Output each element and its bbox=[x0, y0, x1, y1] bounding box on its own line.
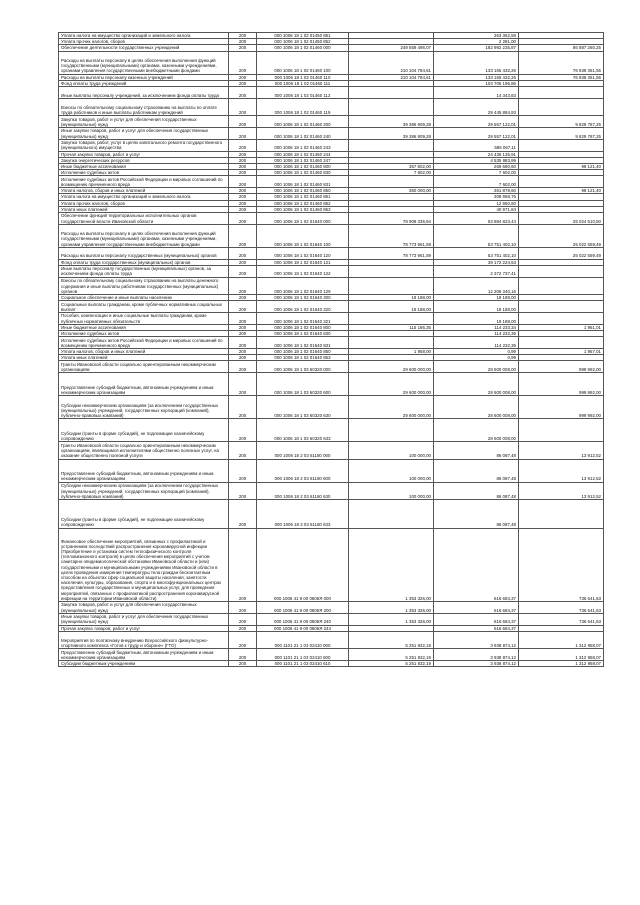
row-code-cell: 200 bbox=[229, 660, 257, 666]
row-executed-cell: 28 600 008,00 bbox=[434, 396, 519, 419]
row-classification-cell: 000 1006 18 1 02 01640 831 bbox=[257, 337, 349, 349]
row-code-cell: 200 bbox=[229, 164, 257, 170]
row-approved-cell: 100 000,00 bbox=[349, 442, 434, 459]
row-approved-cell: 100 000,00 bbox=[349, 459, 434, 482]
row-unexecuted-cell bbox=[519, 419, 604, 442]
table-row bbox=[59, 277, 604, 294]
row-classification-cell: 000 1101 21 1 03 02410 000 bbox=[257, 631, 349, 648]
row-executed-cell: 114 232,35 bbox=[434, 337, 519, 349]
row-executed-cell: 28 600 008,00 bbox=[434, 373, 519, 396]
row-name-cell: Субсидии некоммерческим организациям (за исключением государственных (муниципальных) учреждений, государственных корпораций (компаний), публично-правовых компаний) bbox=[59, 482, 229, 499]
row-code-cell: 200 bbox=[229, 631, 257, 648]
row-approved-cell: 29 600 000,00 bbox=[349, 396, 434, 419]
row-code-cell: 200 bbox=[229, 33, 257, 39]
row-unexecuted-cell: 999 992,00 bbox=[519, 361, 604, 373]
row-classification-cell: 000 1006 18 1 02 01640 300 bbox=[257, 295, 349, 301]
row-classification-cell: 000 1006 18 1 02 01460 112 bbox=[257, 87, 349, 99]
row-code-cell: 200 bbox=[229, 649, 257, 661]
row-code-cell: 200 bbox=[229, 224, 257, 247]
table-row bbox=[59, 213, 604, 225]
row-classification-cell: 000 1006 18 2 03 61180 630 bbox=[257, 482, 349, 499]
row-name-cell: Исполнение судебных актов Российской Федерации и мировых соглашений по возмещению причиненного вреда bbox=[59, 176, 229, 188]
row-unexecuted-cell bbox=[519, 337, 604, 349]
row-code-cell: 200 bbox=[229, 331, 257, 337]
row-classification-cell: 000 1006 18 1 02 01640 320 bbox=[257, 301, 349, 313]
row-unexecuted-cell: 98 121,40 bbox=[519, 164, 604, 170]
row-classification-cell: 000 1006 18 1 02 01460 240 bbox=[257, 128, 349, 140]
row-approved-cell: 39 386 909,28 bbox=[349, 116, 434, 128]
row-approved-cell bbox=[349, 419, 434, 442]
row-name-cell: Мероприятия по поэтапному внедрению Всероссийского физкультурно-спортивного комплекса «Готов к труду и обороне» (ГТО) bbox=[59, 631, 229, 648]
row-classification-cell: 000 1006 18 2 03 61180 000 bbox=[257, 442, 349, 459]
row-name-cell: Прочая закупка товаров, работ и услуг bbox=[59, 625, 229, 631]
row-name-cell: Субсидии (гранты в форме субсидий), не подлежащие казначейскому сопровождению bbox=[59, 419, 229, 442]
table-row bbox=[59, 116, 604, 128]
row-executed-cell: 29 445 894,93 bbox=[434, 98, 519, 115]
row-unexecuted-cell: 25 022 559,49 bbox=[519, 247, 604, 259]
row-classification-cell: 000 1006 18 1 02 01460 247 bbox=[257, 157, 349, 163]
row-code-cell: 200 bbox=[229, 194, 257, 200]
row-approved-cell: 210 104 784,61 bbox=[349, 51, 434, 74]
row-classification-cell: 000 1006 18 1 02 01460 100 bbox=[257, 51, 349, 74]
row-executed-cell: 616 684,37 bbox=[434, 601, 519, 613]
row-approved-cell bbox=[349, 87, 434, 99]
row-approved-cell: 29 600 000,00 bbox=[349, 373, 434, 396]
row-code-cell: 200 bbox=[229, 80, 257, 86]
row-code-cell: 200 bbox=[229, 188, 257, 194]
row-code-cell: 200 bbox=[229, 265, 257, 277]
row-code-cell: 200 bbox=[229, 499, 257, 528]
table-row bbox=[59, 442, 604, 459]
row-executed-cell: 53 751 402,10 bbox=[434, 224, 519, 247]
row-executed-cell: 133 165 432,26 bbox=[434, 51, 519, 74]
table-row bbox=[59, 301, 604, 313]
row-approved-cell bbox=[349, 313, 434, 325]
row-executed-cell: 114 232,35 bbox=[434, 331, 519, 337]
row-unexecuted-cell: 76 939 351,55 bbox=[519, 51, 604, 74]
table-row bbox=[59, 396, 604, 419]
row-approved-cell: 78 908 335,94 bbox=[349, 213, 434, 225]
row-approved-cell bbox=[349, 176, 434, 188]
row-classification-cell: 000 1006 18 1 02 01460 110 bbox=[257, 74, 349, 80]
row-executed-cell: 19 188,00 bbox=[434, 301, 519, 313]
row-executed-cell: 261 878,60 bbox=[434, 188, 519, 194]
row-executed-cell: 86 087,48 bbox=[434, 459, 519, 482]
row-unexecuted-cell bbox=[519, 301, 604, 313]
row-classification-cell: 000 1006 18 1 02 01450 852 bbox=[257, 39, 349, 45]
row-code-cell: 200 bbox=[229, 313, 257, 325]
row-classification-cell: 000 1006 18 1 02 01640 830 bbox=[257, 331, 349, 337]
row-code-cell: 200 bbox=[229, 482, 257, 499]
row-code-cell: 200 bbox=[229, 459, 257, 482]
row-name-cell: Субсидии (гранты в форме субсидий), не подлежащие казначейскому сопровождению bbox=[59, 499, 229, 528]
row-approved-cell bbox=[349, 277, 434, 294]
row-code-cell: 200 bbox=[229, 151, 257, 157]
row-unexecuted-cell: 736 641,63 bbox=[519, 613, 604, 625]
row-classification-cell: 000 1006 18 1 02 01640 000 bbox=[257, 213, 349, 225]
row-executed-cell: 114 233,34 bbox=[434, 324, 519, 330]
row-executed-cell: 40 971,84 bbox=[434, 206, 519, 212]
row-name-cell: Взносы по обязательному социальному страхованию на выплаты по оплате труда работников и иные выплаты работникам учреждений bbox=[59, 98, 229, 115]
row-unexecuted-cell bbox=[519, 277, 604, 294]
row-executed-cell: 28 600 008,00 bbox=[434, 361, 519, 373]
row-code-cell: 200 bbox=[229, 247, 257, 259]
row-executed-cell: 3 938 874,12 bbox=[434, 660, 519, 666]
row-code-cell: 200 bbox=[229, 259, 257, 265]
row-name-cell: Фонд оплаты труда государственных (муниципальных) органов bbox=[59, 259, 229, 265]
row-code-cell: 200 bbox=[229, 442, 257, 459]
row-executed-cell: 14 343,83 bbox=[434, 87, 519, 99]
row-executed-cell: 2 281,00 bbox=[434, 39, 519, 45]
row-approved-cell: 367 802,00 bbox=[349, 164, 434, 170]
row-code-cell: 200 bbox=[229, 396, 257, 419]
table-row bbox=[59, 361, 604, 373]
row-name-cell: Пособия, компенсации и иные социальные выплаты гражданам, кроме публичных нормативных обязательств bbox=[59, 313, 229, 325]
row-name-cell: Исполнение судебных актов bbox=[59, 170, 229, 176]
row-classification-cell: 000 1006 18 1 02 01460 830 bbox=[257, 170, 349, 176]
row-executed-cell: 3 938 874,12 bbox=[434, 631, 519, 648]
row-name-cell: Иные бюджетные ассигнования bbox=[59, 324, 229, 330]
row-name-cell: Уплата налога на имущество организаций и земельного налога bbox=[59, 33, 229, 39]
row-name-cell: Иные закупки товаров, работ и услуг для обеспечения государственных (муниципальных) нужд bbox=[59, 613, 229, 625]
row-code-cell: 200 bbox=[229, 337, 257, 349]
row-approved-cell bbox=[349, 139, 434, 151]
row-executed-cell: 616 684,37 bbox=[434, 528, 519, 601]
row-unexecuted-cell: 1 312 958,07 bbox=[519, 649, 604, 661]
row-classification-cell: 000 1006 18 1 02 01460 243 bbox=[257, 139, 349, 151]
row-executed-cell: 28 600 008,00 bbox=[434, 419, 519, 442]
table-row bbox=[59, 660, 604, 666]
table-row bbox=[59, 649, 604, 661]
table-row bbox=[59, 499, 604, 528]
row-name-cell: Предоставление субсидий бюджетным, автономным учреждениям и иным некоммерческим организациям bbox=[59, 459, 229, 482]
row-code-cell: 200 bbox=[229, 277, 257, 294]
table-row bbox=[59, 482, 604, 499]
row-name-cell: Социальные выплаты гражданам, кроме публичных нормативных социальных выплат bbox=[59, 301, 229, 313]
row-name-cell: Гранты Ивановской области социально ориентированным некоммерческим организациям, являющимся исполнителями общественно полезных услуг, на оказание общественно полезной услуги bbox=[59, 442, 229, 459]
row-executed-cell: 12 206 340,16 bbox=[434, 277, 519, 294]
row-classification-cell: 000 1006 18 1 03 60320 630 bbox=[257, 396, 349, 419]
row-executed-cell: 29 557 122,01 bbox=[434, 116, 519, 128]
table-row bbox=[59, 265, 604, 277]
row-code-cell: 200 bbox=[229, 170, 257, 176]
row-code-cell: 200 bbox=[229, 139, 257, 151]
row-executed-cell: 269 680,60 bbox=[434, 164, 519, 170]
row-classification-cell: 000 1006 18 1 02 01460 200 bbox=[257, 116, 349, 128]
row-name-cell: Закупка энергетических ресурсов bbox=[59, 157, 229, 163]
row-classification-cell: 000 1006 18 1 02 01640 121 bbox=[257, 259, 349, 265]
table-row bbox=[59, 528, 604, 601]
table-row bbox=[59, 373, 604, 396]
row-code-cell: 200 bbox=[229, 361, 257, 373]
row-executed-cell: 2 372 737,41 bbox=[434, 265, 519, 277]
row-executed-cell: 103 705 196,86 bbox=[434, 80, 519, 86]
row-unexecuted-cell: 25 022 559,49 bbox=[519, 224, 604, 247]
row-code-cell: 200 bbox=[229, 157, 257, 163]
row-approved-cell: 39 386 909,28 bbox=[349, 128, 434, 140]
row-classification-cell: 000 1006 18 1 02 01460 831 bbox=[257, 176, 349, 188]
row-executed-cell: 39 172 224,53 bbox=[434, 259, 519, 265]
row-approved-cell: 5 251 832,19 bbox=[349, 631, 434, 648]
row-name-cell: Гранты Ивановской области социально ориентированным некоммерческим организациям bbox=[59, 361, 229, 373]
row-name-cell: Предоставление субсидий бюджетным, автономным учреждениям и иным некоммерческим организациям bbox=[59, 373, 229, 396]
row-approved-cell: 100 000,00 bbox=[349, 482, 434, 499]
table-row bbox=[59, 247, 604, 259]
row-code-cell: 200 bbox=[229, 51, 257, 74]
row-classification-cell: 000 1006 18 2 03 61180 633 bbox=[257, 499, 349, 528]
row-name-cell: Взносы по обязательному социальному страхованию на выплаты денежного содержания и иные выплаты работникам государственных (муниципальных) органов bbox=[59, 277, 229, 294]
row-name-cell: Уплата прочих налогов, сборов bbox=[59, 200, 229, 206]
table-row bbox=[59, 176, 604, 188]
row-code-cell: 200 bbox=[229, 206, 257, 212]
row-executed-cell: 7 602,00 bbox=[434, 170, 519, 176]
row-classification-cell: 000 1101 21 1 03 02410 610 bbox=[257, 660, 349, 666]
table-row bbox=[59, 613, 604, 625]
row-approved-cell bbox=[349, 265, 434, 277]
row-classification-cell: 000 1006 18 1 02 01640 129 bbox=[257, 277, 349, 294]
row-classification-cell: 000 1006 18 1 02 01450 851 bbox=[257, 33, 349, 39]
row-unexecuted-cell: 25 024 510,50 bbox=[519, 213, 604, 225]
row-unexecuted-cell bbox=[519, 98, 604, 115]
row-code-cell: 200 bbox=[229, 128, 257, 140]
row-code-cell: 200 bbox=[229, 45, 257, 51]
row-name-cell: Уплата налогов, сборов и иных платежей bbox=[59, 349, 229, 355]
row-unexecuted-cell bbox=[519, 139, 604, 151]
row-unexecuted-cell: 1 312 958,07 bbox=[519, 631, 604, 648]
row-executed-cell: 53 751 402,10 bbox=[434, 247, 519, 259]
row-executed-cell: 4 535 983,99 bbox=[434, 157, 519, 163]
row-name-cell: Иные закупки товаров, работ и услуг для обеспечения государственных (муниципальных) нужд bbox=[59, 128, 229, 140]
row-executed-cell: 616 684,37 bbox=[434, 625, 519, 631]
row-approved-cell: 115 186,35 bbox=[349, 324, 434, 330]
row-unexecuted-cell bbox=[519, 87, 604, 99]
row-unexecuted-cell: 86 887 260,25 bbox=[519, 45, 604, 51]
row-name-cell: Уплата налога на имущество организаций и земельного налога bbox=[59, 194, 229, 200]
row-executed-cell: 3 938 874,12 bbox=[434, 649, 519, 661]
row-unexecuted-cell: 1 957,01 bbox=[519, 349, 604, 355]
row-code-cell: 200 bbox=[229, 613, 257, 625]
row-executed-cell: 12 950,60 bbox=[434, 200, 519, 206]
row-unexecuted-cell bbox=[519, 499, 604, 528]
row-name-cell: Прочая закупка товаров, работ и услуг bbox=[59, 151, 229, 157]
row-name-cell: Расходы на выплаты персоналу государственных (муниципальных) органов bbox=[59, 247, 229, 259]
row-approved-cell: 360 000,00 bbox=[349, 188, 434, 194]
row-unexecuted-cell bbox=[519, 313, 604, 325]
row-approved-cell: 1 353 326,00 bbox=[349, 528, 434, 601]
row-executed-cell: 616 684,37 bbox=[434, 613, 519, 625]
row-code-cell: 200 bbox=[229, 74, 257, 80]
row-unexecuted-cell: 9 829 787,25 bbox=[519, 116, 604, 128]
row-name-cell: Исполнение судебных актов Российской Федерации и мировых соглашений по возмещению причиненного вреда bbox=[59, 337, 229, 349]
row-code-cell: 200 bbox=[229, 349, 257, 355]
row-classification-cell: 000 1006 18 1 02 01640 850 bbox=[257, 349, 349, 355]
table-row bbox=[59, 98, 604, 115]
row-unexecuted-cell bbox=[519, 265, 604, 277]
row-executed-cell: 182 992 235,87 bbox=[434, 45, 519, 51]
row-classification-cell: 000 1006 18 1 02 01640 120 bbox=[257, 247, 349, 259]
row-name-cell: Социальное обеспечение и иные выплаты населению bbox=[59, 295, 229, 301]
row-unexecuted-cell: 13 912,52 bbox=[519, 459, 604, 482]
row-code-cell: 200 bbox=[229, 625, 257, 631]
row-code-cell: 200 bbox=[229, 373, 257, 396]
row-classification-cell: 000 1006 18 1 02 01460 851 bbox=[257, 194, 349, 200]
row-name-cell: Фонд оплаты труда учреждений bbox=[59, 80, 229, 86]
row-classification-cell: 000 1006 18 1 03 60320 600 bbox=[257, 373, 349, 396]
row-approved-cell: 5 251 832,19 bbox=[349, 660, 434, 666]
row-code-cell: 200 bbox=[229, 213, 257, 225]
row-classification-cell: 000 1006 18 1 02 01460 800 bbox=[257, 164, 349, 170]
table-row bbox=[59, 459, 604, 482]
row-name-cell: Обеспечение функций территориальных исполнительных органов государственной власти Ивановской области bbox=[59, 213, 229, 225]
table-row bbox=[59, 337, 604, 349]
row-classification-cell: 000 1006 18 1 02 01460 000 bbox=[257, 45, 349, 51]
row-approved-cell: 5 251 832,19 bbox=[349, 649, 434, 661]
row-executed-cell: 7 602,00 bbox=[434, 176, 519, 188]
row-executed-cell: 585 067,11 bbox=[434, 139, 519, 151]
row-code-cell: 200 bbox=[229, 87, 257, 99]
row-classification-cell: 000 1006 18 1 03 60320 633 bbox=[257, 419, 349, 442]
table-row bbox=[59, 128, 604, 140]
row-code-cell: 200 bbox=[229, 355, 257, 361]
row-executed-cell: 86 087,48 bbox=[434, 499, 519, 528]
row-classification-cell: 000 1006 18 2 03 61180 600 bbox=[257, 459, 349, 482]
row-unexecuted-cell: 13 912,52 bbox=[519, 442, 604, 459]
row-unexecuted-cell: 999 992,00 bbox=[519, 396, 604, 419]
row-name-cell: Обеспечение деятельности государственных учреждений bbox=[59, 45, 229, 51]
row-classification-cell: 000 1006 41 9 00 0806Я 240 bbox=[257, 613, 349, 625]
row-name-cell: Уплата иных платежей bbox=[59, 355, 229, 361]
row-classification-cell: 000 1006 41 9 00 0806Я 000 bbox=[257, 528, 349, 601]
row-name-cell: Иные выплаты персоналу государственных (муниципальных) органов, за исключением фонда оплаты труда bbox=[59, 265, 229, 277]
row-approved-cell: 78 773 961,59 bbox=[349, 247, 434, 259]
row-executed-cell: 19 188,00 bbox=[434, 313, 519, 325]
table-row bbox=[59, 139, 604, 151]
row-approved-cell: 1 353 326,00 bbox=[349, 613, 434, 625]
row-classification-cell: 000 1006 41 9 00 0806Я 244 bbox=[257, 625, 349, 631]
row-executed-cell: 86 087,48 bbox=[434, 482, 519, 499]
row-executed-cell: 24 436 135,91 bbox=[434, 151, 519, 157]
row-code-cell: 200 bbox=[229, 98, 257, 115]
row-unexecuted-cell bbox=[519, 176, 604, 188]
row-unexecuted-cell: 1 951,01 bbox=[519, 324, 604, 330]
row-name-cell: Исполнение судебных актов bbox=[59, 331, 229, 337]
row-classification-cell: 000 1006 18 1 02 01460 850 bbox=[257, 188, 349, 194]
row-code-cell: 200 bbox=[229, 116, 257, 128]
table-row bbox=[59, 87, 604, 99]
row-name-cell: Субсидии некоммерческим организациям (за исключением государственных (муниципальных) учреждений, государственных корпораций (компаний), публично-правовых компаний) bbox=[59, 396, 229, 419]
row-executed-cell: 263 362,58 bbox=[434, 33, 519, 39]
row-classification-cell: 000 1006 18 1 02 01640 100 bbox=[257, 224, 349, 247]
row-executed-cell: 208 958,76 bbox=[434, 194, 519, 200]
row-executed-cell: 133 165 432,26 bbox=[434, 74, 519, 80]
row-unexecuted-cell: 1 312 958,07 bbox=[519, 660, 604, 666]
table-row bbox=[59, 419, 604, 442]
row-name-cell: Закупка товаров, работ и услуг для обеспечения государственных (муниципальных) нужд bbox=[59, 116, 229, 128]
row-unexecuted-cell: 9 829 787,25 bbox=[519, 128, 604, 140]
table-row bbox=[59, 601, 604, 613]
row-name-cell: Субсидии бюджетным учреждениям bbox=[59, 660, 229, 666]
row-unexecuted-cell: 98 121,40 bbox=[519, 188, 604, 194]
row-code-cell: 200 bbox=[229, 200, 257, 206]
row-approved-cell: 210 104 784,61 bbox=[349, 74, 434, 80]
row-code-cell: 200 bbox=[229, 39, 257, 45]
row-name-cell: Предоставление субсидий бюджетным, автономным учреждениям и иным некоммерческим организациям bbox=[59, 649, 229, 661]
row-approved-cell: 78 773 961,59 bbox=[349, 224, 434, 247]
row-classification-cell: 000 1006 18 1 02 01460 244 bbox=[257, 151, 349, 157]
row-code-cell: 200 bbox=[229, 301, 257, 313]
row-approved-cell: 7 602,00 bbox=[349, 170, 434, 176]
row-unexecuted-cell: 76 939 351,55 bbox=[519, 74, 604, 80]
row-executed-cell: 53 884 823,44 bbox=[434, 213, 519, 225]
row-code-cell: 200 bbox=[229, 295, 257, 301]
table-row bbox=[59, 631, 604, 648]
row-approved-cell: 29 600 000,00 bbox=[349, 361, 434, 373]
row-classification-cell: 000 1006 41 9 00 0806Я 200 bbox=[257, 601, 349, 613]
row-code-cell: 200 bbox=[229, 176, 257, 188]
row-classification-cell: 000 1006 18 1 03 60320 000 bbox=[257, 361, 349, 373]
row-unexecuted-cell: 736 641,63 bbox=[519, 601, 604, 613]
row-classification-cell: 000 1006 18 1 02 01640 800 bbox=[257, 324, 349, 330]
row-name-cell: Уплата прочих налогов, сборов bbox=[59, 39, 229, 45]
table-row bbox=[59, 313, 604, 325]
row-unexecuted-cell: 999 992,00 bbox=[519, 373, 604, 396]
row-name-cell: Уплата иных платежей bbox=[59, 206, 229, 212]
row-approved-cell bbox=[349, 98, 434, 115]
row-name-cell: Расходы на выплаты персоналу в целях обеспечения выполнения функций государственными (муниципальными) органами, казенными учреждениями, органами управления государственными внебюджетными фондами bbox=[59, 51, 229, 74]
row-name-cell: Иные бюджетные ассигнования bbox=[59, 164, 229, 170]
row-executed-cell: 29 557 122,01 bbox=[434, 128, 519, 140]
row-unexecuted-cell: 13 912,52 bbox=[519, 482, 604, 499]
row-name-cell: Уплата налогов, сборов и иных платежей bbox=[59, 188, 229, 194]
table-body bbox=[59, 33, 604, 667]
row-classification-cell: 000 1006 18 1 02 01460 853 bbox=[257, 206, 349, 212]
table-row bbox=[59, 51, 604, 74]
row-executed-cell: 19 188,00 bbox=[434, 295, 519, 301]
row-name-cell: Финансовое обеспечение мероприятий, связанных с профилактикой и устранением последствий распространения коронавирусной инфекции (Приобретение и установка систем теплофизического контроля (тепловизионного контроля) в целях обеспечения мероприятий с учетом санитарно-эпидемиологической обстановки Ивановской области и (или) государственными и муниципальными учреждениями Ивановской области в целях проведения измерения температуры тела граждан бесконтактным способом на объектах сфер социальной защиты населения, занятости населения, культуры, образования, спорта и в многофункциональных центрах предоставления государственных и муниципальных услуг, для проведения мероприятий, связанных с профилактикой распространения коронавирусной инфекции на территории Ивановской области) bbox=[59, 528, 229, 601]
row-classification-cell: 000 1006 18 1 02 01640 321 bbox=[257, 313, 349, 325]
budget-execution-table bbox=[58, 32, 604, 667]
row-name-cell: Расходы на выплаты персоналу казенных учреждений bbox=[59, 74, 229, 80]
row-name-cell: Закупка товаров, работ, услуг в целях капитального ремонта государственного (муниципального) имущества bbox=[59, 139, 229, 151]
row-executed-cell: 86 087,48 bbox=[434, 442, 519, 459]
row-name-cell: Иные выплаты персоналу учреждений, за исключением фонда оплаты труда bbox=[59, 87, 229, 99]
row-code-cell: 200 bbox=[229, 601, 257, 613]
row-approved-cell bbox=[349, 499, 434, 528]
row-executed-cell: 0,99 bbox=[434, 349, 519, 355]
row-approved-cell: 1 353 326,00 bbox=[349, 601, 434, 613]
row-unexecuted-cell: 736 641,63 bbox=[519, 528, 604, 601]
row-approved-cell bbox=[349, 337, 434, 349]
table-row bbox=[59, 224, 604, 247]
row-name-cell: Расходы на выплаты персоналу в целях обеспечения выполнения функций государственными (муниципальными) органами, казенными учреждениями, органами управления государственными внебюджетными фондами bbox=[59, 224, 229, 247]
row-name-cell: Закупка товаров, работ и услуг для обеспечения государственных (муниципальных) нужд bbox=[59, 601, 229, 613]
row-code-cell: 200 bbox=[229, 419, 257, 442]
row-executed-cell: 0,99 bbox=[434, 355, 519, 361]
row-approved-cell: 19 188,00 bbox=[349, 301, 434, 313]
row-classification-cell: 000 1006 18 1 02 01460 852 bbox=[257, 200, 349, 206]
row-classification-cell: 000 1006 18 1 02 01460 119 bbox=[257, 98, 349, 115]
row-approved-cell: 249 659 496,07 bbox=[349, 45, 434, 51]
row-code-cell: 200 bbox=[229, 324, 257, 330]
row-approved-cell: 19 188,00 bbox=[349, 295, 434, 301]
row-code-cell: 200 bbox=[229, 528, 257, 601]
row-classification-cell: 000 1006 18 1 02 01460 111 bbox=[257, 80, 349, 86]
row-approved-cell: 1 958,00 bbox=[349, 349, 434, 355]
row-classification-cell: 000 1006 18 1 02 01640 853 bbox=[257, 355, 349, 361]
row-classification-cell: 000 1006 18 1 02 01640 122 bbox=[257, 265, 349, 277]
row-classification-cell: 000 1101 21 1 03 02410 600 bbox=[257, 649, 349, 661]
